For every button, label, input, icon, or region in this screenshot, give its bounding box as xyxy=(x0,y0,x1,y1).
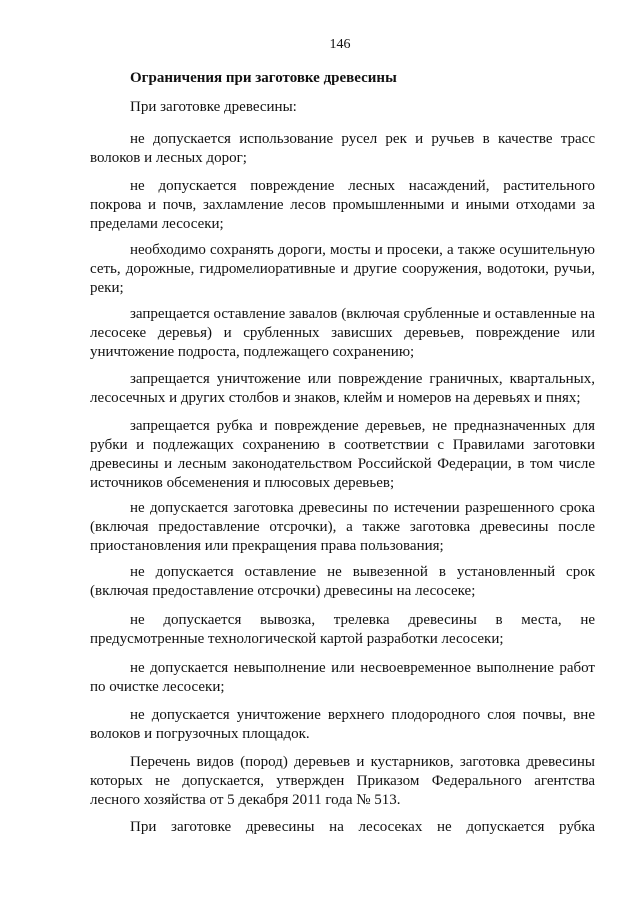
paragraph-unremoved-wood: не допускается оставление не вывезенной в установленный срок (включая предоставление отсрочки) древесины на лесосеке; xyxy=(90,564,595,599)
paragraph-river-beds: не допускается использование русел рек и ручьев в качестве трасс волоков и лесных дорог; xyxy=(90,131,595,166)
paragraph-damage-plantations: не допускается повреждение лесных насаждений, растительного покрова и почв, захламление лесов промышленными и иными отходами за пределами лесосеки; xyxy=(90,178,595,232)
section-heading: Ограничения при заготовке древесины xyxy=(130,70,397,86)
paragraph-species-list: Перечень видов (пород) деревьев и кустарников, заготовка древесины которых не допускается, утвержден Приказом Федерального агентства лесного хозяйства от 5 декабря 2011 года № 513. xyxy=(90,754,595,808)
paragraph-protected-trees: запрещается рубка и повреждение деревьев, не предназначенных для рубки и подлежащих сохранению в соответствии с Правилами заготовки древесины и лесным законодательством Российской Федерации, в том числе источников обсеменения и плюсовых деревьев; xyxy=(90,418,595,491)
paragraph-expired-term: не допускается заготовка древесины по истечении разрешенного срока (включая предоставление отсрочки), а также заготовка древесины после приостановления или прекращения права пользования; xyxy=(90,500,595,554)
paragraph-felling: При заготовке древесины на лесосеках не допускается рубка xyxy=(130,819,595,835)
paragraph-boundary-markers: запрещается уничтожение или повреждение граничных, квартальных, лесосечных и других столбов и знаков, клейм и номеров на деревьях и пнях; xyxy=(90,371,595,406)
paragraph-haulage: не допускается вывозка, трелевка древесины в места, не предусмотренные технологической картой разработки лесосеки; xyxy=(90,612,595,647)
paragraph-preserve-roads: необходимо сохранять дороги, мосты и просеки, а также осушительную сеть, дорожные, гидромелиоративные и другие сооружения, водотоки, ручьи, реки; xyxy=(90,242,595,296)
paragraph-topsoil: не допускается уничтожение верхнего плодородного слоя почвы, вне волоков и погрузочных площадок. xyxy=(90,707,595,742)
paragraph-cleanup: не допускается невыполнение или несвоевременное выполнение работ по очистке лесосеки; xyxy=(90,660,595,695)
paragraph-debris: запрещается оставление завалов (включая срубленные и оставленные на лесосеке деревья) и срубленных зависших деревьев, повреждение или уничтожение подроста, подлежащего сохранению; xyxy=(90,306,595,360)
page-number: 146 xyxy=(329,37,351,52)
paragraph-intro: При заготовке древесины: xyxy=(130,99,297,115)
